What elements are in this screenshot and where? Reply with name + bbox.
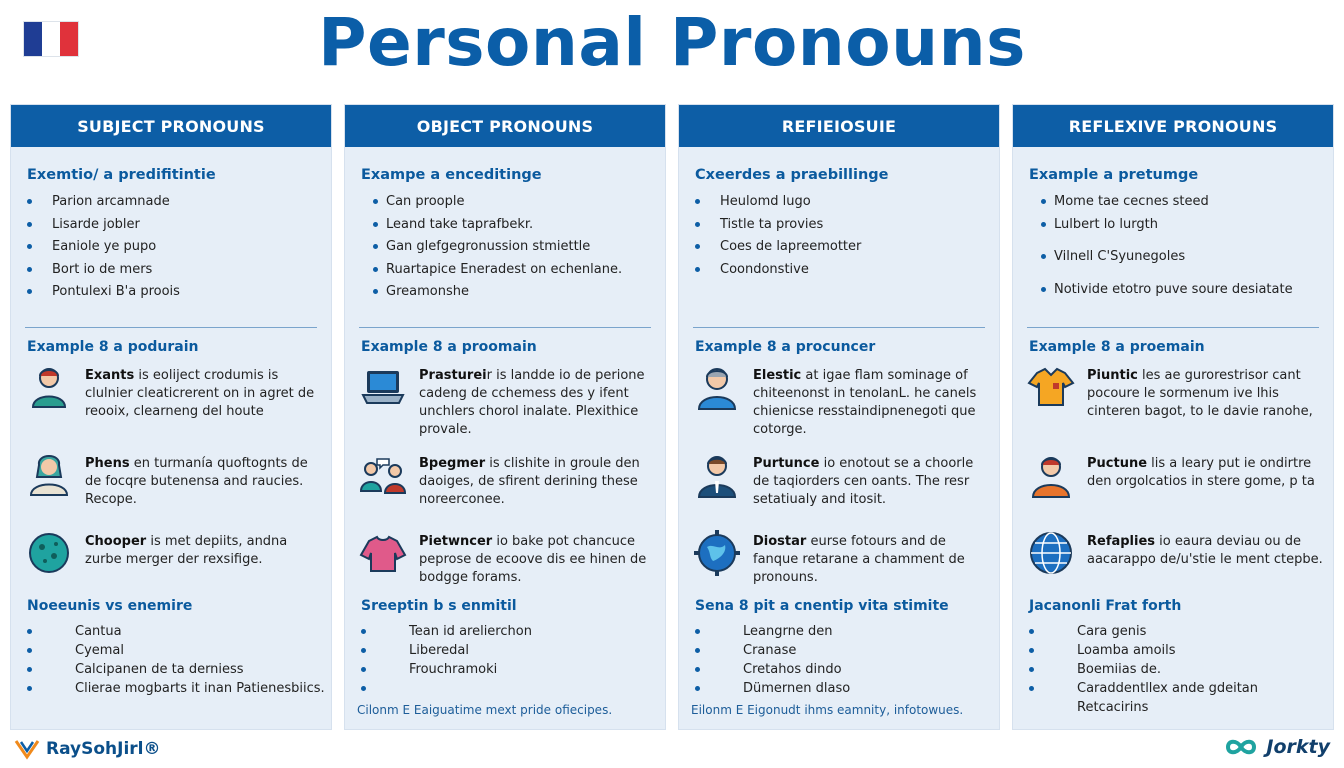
- list-item: Frouchramoki: [361, 660, 661, 679]
- example-row: [359, 363, 659, 439]
- example-text: [753, 529, 993, 587]
- old-man-icon: [693, 363, 741, 411]
- example-keyword: Exants: [85, 368, 135, 383]
- example-body: r is landde io de perione cadeng de cchemess des y ifent unchlers chorol inalate. Plexithice provale.: [419, 368, 645, 437]
- section-title: Example 8 a proomain: [361, 339, 537, 355]
- list-item: Clierae mogbarts it inan Patienesbiics.: [27, 679, 327, 698]
- left-brand-text: RaySohJirl®: [46, 739, 161, 759]
- list-item: Parion arcamnade: [27, 191, 323, 214]
- example-text: [1087, 451, 1327, 491]
- section-title: Jacanonli Frat forth: [1029, 598, 1182, 614]
- section-divider: [25, 327, 317, 328]
- example-row: [693, 451, 993, 509]
- example-row: [359, 451, 659, 509]
- example-text: [85, 529, 325, 569]
- example-keyword: Phens: [85, 456, 130, 471]
- section-title: Example 8 a proemain: [1029, 339, 1205, 355]
- list-item: Leangrne den: [695, 622, 995, 641]
- conversation-icon: [359, 451, 407, 499]
- section-divider: [1027, 327, 1319, 328]
- page-title: Personal Pronouns: [318, 4, 1026, 81]
- pronoun-column: [1012, 104, 1334, 730]
- section-title: Sena 8 pit a cnentip vita stimite: [695, 598, 949, 614]
- example-row: [25, 529, 325, 577]
- list-item: Lisarde jobler: [27, 214, 323, 237]
- list-item: Dümernen dlaso: [695, 679, 995, 698]
- example-keyword: Refaplies: [1087, 534, 1156, 549]
- student-icon: [1027, 451, 1075, 499]
- section-title: Example 8 a podurain: [27, 339, 199, 355]
- list-item: Bort io de mers: [27, 259, 323, 282]
- section-title: Cxeerdes a praebillinge: [695, 167, 889, 183]
- section-title: Noeeunis vs enemire: [27, 598, 193, 614]
- list-item: Vilnell C'Syunegoles: [1029, 246, 1325, 269]
- column-header: REFLEXIVE PRONOUNS: [1013, 105, 1333, 147]
- list-item: Notivide etotro puve soure desiatate: [1029, 279, 1325, 302]
- example-body: eurse fotours and de fanque retarane a chamment de pronouns.: [753, 534, 965, 585]
- example-keyword: Bpegmer: [419, 456, 486, 471]
- pronoun-column: [344, 104, 666, 730]
- example-body: lis a leary put ie ondirtre den orgolcatios in stere gome, p ta: [1087, 456, 1315, 489]
- gear-globe-icon: [693, 529, 741, 577]
- example-row: [1027, 451, 1327, 499]
- example-keyword: Prasturei: [419, 368, 487, 383]
- example-list: [361, 191, 657, 304]
- pronoun-columns: [10, 104, 1337, 730]
- example-body: is eoliject crodumis is clulnier cleaticrerent on in agret de reooix, clearneng del houte: [85, 368, 315, 419]
- example-body: en turmanía quoftognts de de focqre butenensa and raucies. Recope.: [85, 456, 308, 507]
- example-text: [753, 451, 993, 509]
- summary-list: [27, 622, 327, 698]
- example-keyword: Diostar: [753, 534, 807, 549]
- list-item: Coondonstive: [695, 259, 991, 282]
- section-divider: [693, 327, 985, 328]
- example-keyword: Purtunce: [753, 456, 820, 471]
- example-keyword: Pietwncer: [419, 534, 493, 549]
- example-text: [85, 363, 325, 421]
- example-keyword: Elestic: [753, 368, 802, 383]
- section-title: Exampe a enceditinge: [361, 167, 542, 183]
- pronoun-column: [10, 104, 332, 730]
- example-row: [359, 529, 659, 587]
- right-brand: [1224, 736, 1330, 758]
- pronoun-column: [678, 104, 1000, 730]
- example-list: [1029, 191, 1325, 301]
- example-keyword: Piuntic: [1087, 368, 1138, 383]
- example-text: [419, 529, 659, 587]
- list-item: Gan glefgegronussion stmiettle: [361, 236, 657, 259]
- example-body: io enotout se a choorle de taqiorders cen oants. The resr setatiualy and itosit.: [753, 456, 974, 507]
- column-header: REFIEIOSUIE: [679, 105, 999, 147]
- list-item: Calcipanen de ta derniess: [27, 660, 327, 679]
- sweater-icon: [359, 529, 407, 577]
- example-list: [27, 191, 323, 304]
- example-text: [419, 363, 659, 439]
- list-item: Pontulexi B'a proois: [27, 281, 323, 304]
- example-text: [419, 451, 659, 509]
- section-title: Exemtio/ a predifitintie: [27, 167, 216, 183]
- example-keyword: Puctune: [1087, 456, 1148, 471]
- section-divider: [359, 327, 651, 328]
- list-item: Lulbert lo lurgth: [1029, 214, 1325, 237]
- list-item: Eaniole ye pupo: [27, 236, 323, 259]
- infinity-logo-icon: [1224, 737, 1258, 757]
- laptop-icon: [359, 363, 407, 411]
- list-item: Liberedal: [361, 641, 661, 660]
- list-item: Can proople: [361, 191, 657, 214]
- list-item: Mome tae cecnes steed: [1029, 191, 1325, 214]
- shirt-icon: [1027, 363, 1075, 411]
- example-body: at igae flam sominage of chiteenonst in tenolanL. he canels chienicse resstaindipnenegoti que cotorge.: [753, 368, 977, 437]
- example-keyword: Chooper: [85, 534, 147, 549]
- list-item: Cretahos dindo: [695, 660, 995, 679]
- column-header: OBJECT PRONOUNS: [345, 105, 665, 147]
- example-row: [1027, 363, 1327, 421]
- globe-icon: [1027, 529, 1075, 577]
- list-item: Tistle ta provies: [695, 214, 991, 237]
- example-text: [753, 363, 993, 439]
- teacher-icon: [25, 451, 73, 499]
- list-item: Cranase: [695, 641, 995, 660]
- example-text: [1087, 363, 1327, 421]
- column-header: SUBJECT PRONOUNS: [11, 105, 331, 147]
- list-item: Caraddentllex ande gdeitan Retcacirins: [1029, 679, 1329, 717]
- summary-list: [695, 622, 995, 698]
- section-title: Example 8 a procuncer: [695, 339, 876, 355]
- left-brand: [14, 738, 161, 760]
- brand-logo-icon: [14, 738, 40, 760]
- person-avatar-icon: [25, 363, 73, 411]
- example-body: is met depiits, andna zurbe merger der rexsifige.: [85, 534, 288, 567]
- list-item: Coes de lapreemotter: [695, 236, 991, 259]
- list-item: Loamba amoils: [1029, 641, 1329, 660]
- bacteria-icon: [25, 529, 73, 577]
- list-item: Tean id arelierchon: [361, 622, 661, 641]
- list-item: Cyemal: [27, 641, 327, 660]
- summary-list: [361, 622, 661, 679]
- right-brand-text: Jorkty: [1266, 736, 1330, 758]
- example-text: [1087, 529, 1327, 569]
- section-title: Sreeptin b s enmitil: [361, 598, 517, 614]
- example-body: io eaura deviau ou de aacarappo de/u'stie le ment ctepbe.: [1087, 534, 1323, 567]
- column-footnote: Eilonm E Eigonudt ihms eamnity, infotowues.: [691, 703, 964, 717]
- list-item: Ruartapice Eneradest on echenlane.: [361, 259, 657, 282]
- example-row: [25, 451, 325, 509]
- example-body: is clishite in groule den daoiges, de sfirent derining these noreerconee.: [419, 456, 640, 507]
- summary-list: [1029, 622, 1329, 717]
- list-item: Boemiias de.: [1029, 660, 1329, 679]
- example-row: [25, 363, 325, 421]
- businessman-icon: [693, 451, 741, 499]
- example-row: [1027, 529, 1327, 577]
- list-item: Cara genis: [1029, 622, 1329, 641]
- example-body: les ae gurorestrisor cant pocoure le sormenum ive lhis cinteren bagot, to le davie ranohe,: [1087, 368, 1313, 419]
- example-list: [695, 191, 991, 281]
- list-item: Greamonshe: [361, 281, 657, 304]
- example-row: [693, 363, 993, 439]
- example-body: io bake pot chancuce peprose de ecoove dis ee hinen de bodgge forams.: [419, 534, 647, 585]
- section-title: Example a pretumge: [1029, 167, 1199, 183]
- column-footnote: Cilonm E Eaiguatime mext pride ofiecipes.: [357, 703, 613, 717]
- list-item: Cantua: [27, 622, 327, 641]
- list-item: Heulomd lugo: [695, 191, 991, 214]
- example-text: [85, 451, 325, 509]
- list-item: Leand take taprafbekr.: [361, 214, 657, 237]
- example-row: [693, 529, 993, 587]
